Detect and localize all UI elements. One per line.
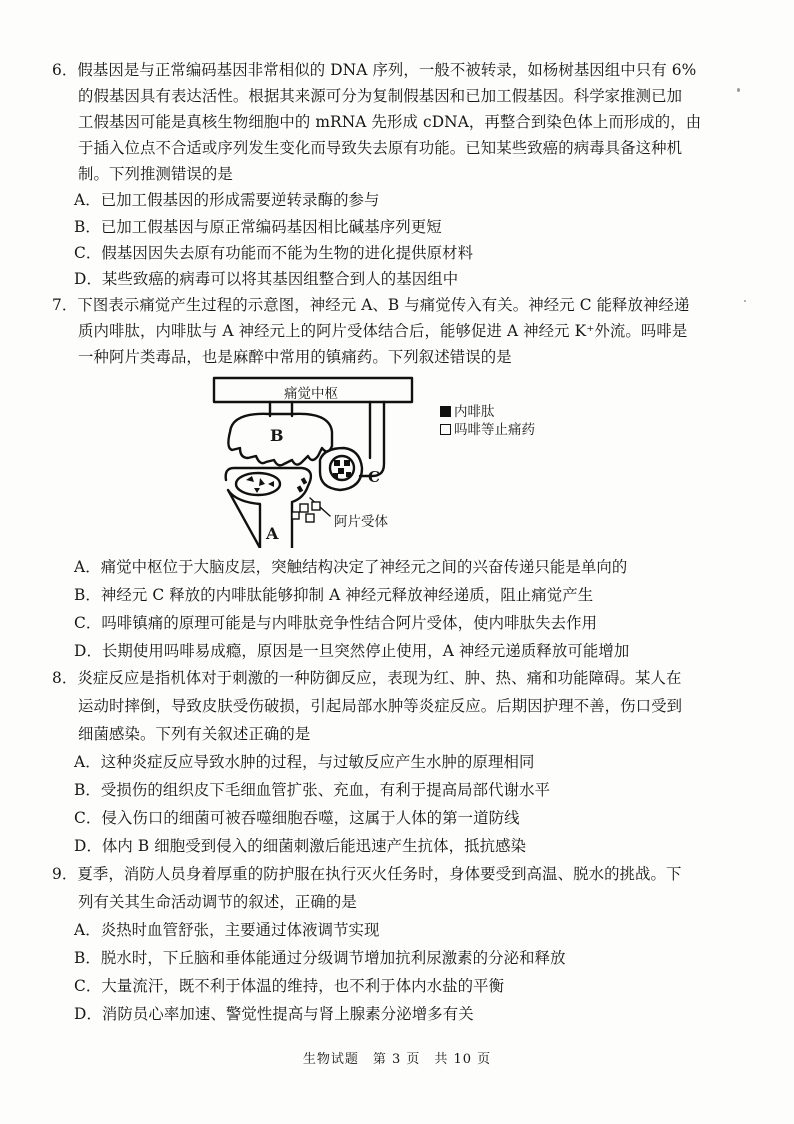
- legend-endorphin: [440, 400, 495, 420]
- q7-option-b: B．神经元 C 释放的内啡肽能够抑制 A 神经元释放神经递质，阻止痛觉产生: [74, 586, 594, 604]
- q8-option-d: D．体内 B 细胞受到侵入的细菌刺激后能迅速产生抗体，抵抗感染: [74, 837, 527, 855]
- q8-option-c: C．侵入伤口的细菌可被吞噬细胞吞噬，这属于人体的第一道防线: [74, 809, 520, 827]
- q8-stem-line: 8．炎症反应是指机体对于刺激的一种防御反应，表现为红、肿、热、痛和功能障碍。某人在: [52, 669, 682, 687]
- q9-option-a: A．炎热时血管舒张，主要通过体液调节实现: [74, 921, 380, 939]
- legend-empty-square-icon: [440, 424, 451, 435]
- q6-stem-line: 6．假基因是与正常编码基因非常相似的 DNA 序列，一般不被转录，如杨树基因组中只有 6%: [52, 61, 697, 79]
- neuron-a-label: A: [266, 524, 279, 543]
- legend-filled-square-icon: [440, 406, 451, 417]
- pain-pathway-figure: [212, 376, 592, 548]
- q9-stem-line: 9．夏季，消防人员身着厚重的防护服在执行灭火任务时，身体要受到高温、脱水的挑战。下: [52, 865, 682, 883]
- page-footer: 生物试题 第 3 页 共 10 页: [302, 1052, 492, 1067]
- q7-stem-line: 一种阿片类毒品，也是麻醉中常用的镇痛药。下列叙述错误的是: [78, 348, 512, 366]
- q6-option-b: B．已加工假基因与原正常编码基因相比碱基序列更短: [74, 218, 442, 236]
- legend-morphine-text: 吗啡等止痛药: [454, 422, 535, 438]
- neuron-c-axon: [360, 402, 384, 476]
- q7-stem-line: 质内啡肽，内啡肽与 A 神经元上的阿片受体结合后，能够促进 A 神经元 K⁺外流。吗啡是: [78, 322, 688, 340]
- neuron-c-label: C: [368, 468, 380, 486]
- q9-option-b: B．脱水时，下丘脑和垂体能通过分级调节增加抗利尿激素的分泌和释放: [74, 949, 566, 967]
- q9-stem-line: 列有关其生命活动调节的叙述，正确的是: [78, 893, 357, 911]
- morphine-molecules: [292, 502, 320, 522]
- q6-stem-line: 于插入位点不合适或序列发生变化而导致失去原有功能。已知某些致癌的病毒具备这种机: [78, 139, 683, 157]
- pain-center-label: 痛觉中枢: [284, 386, 338, 402]
- legend-morphine: [440, 418, 535, 438]
- q6-option-d: D．某些致癌的病毒可以将其基因组整合到人的基因组中: [74, 270, 459, 288]
- scan-speck: [744, 300, 746, 302]
- q6-stem-line: 工假基因可能是真核生物细胞中的 mRNA 先形成 cDNA，再整合到染色体上而形成的，由: [78, 113, 702, 131]
- q6-stem-line: 的假基因具有表达活性。根据其来源可分为复制假基因和已加工假基因。科学家推测已加: [78, 87, 683, 105]
- q7-option-d: D．长期使用吗啡易成瘾，原因是一旦突然停止使用，A 神经元递质释放可能增加: [74, 642, 630, 660]
- q9-option-d: D．消防员心率加速、警觉性提高与肾上腺素分泌增多有关: [74, 1005, 474, 1023]
- q8-stem-line: 运动时摔倒，导致皮肤受伤破损，引起局部水肿等炎症反应。后期因护理不善，伤口受到: [78, 697, 683, 715]
- q6-option-a: A．已加工假基因的形成需要逆转录酶的参与: [74, 191, 380, 209]
- q6-stem-line: 制。下列推测错误的是: [78, 165, 233, 183]
- q6-option-c: C．假基因因失去原有功能而不能为生物的进化提供原材料: [74, 244, 474, 262]
- q8-option-a: A．这种炎症反应导致水肿的过程，与过敏反应产生水肿的原理相同: [74, 753, 535, 771]
- neuron-b-label: B: [270, 426, 284, 445]
- q8-option-b: B．受损伤的组织皮下毛细血管扩张、充血，有利于提高局部代谢水平: [74, 781, 551, 799]
- q7-stem-line: 7．下图表示痛觉产生过程的示意图，神经元 A、B 与痛觉传入有关。神经元 C 能释放神经递: [52, 296, 690, 314]
- q8-stem-line: 细菌感染。下列有关叙述正确的是: [78, 725, 311, 743]
- q7-option-a: A．痛觉中枢位于大脑皮层，突触结构决定了神经元之间的兴奋传递只能是单向的: [74, 558, 628, 576]
- q9-option-c: C．大量流汗，既不利于体温的维持，也不利于体内水盐的平衡: [74, 977, 505, 995]
- q7-option-c: C．吗啡镇痛的原理可能是与内啡肽竞争性结合阿片受体，使内啡肽失去作用: [74, 614, 598, 632]
- legend-endorphin-text: 内啡肽: [454, 404, 495, 420]
- opioid-receptor-label: 阿片受体: [334, 514, 388, 530]
- scan-speck: [737, 88, 740, 92]
- pain-pathway-diagram: [212, 376, 592, 548]
